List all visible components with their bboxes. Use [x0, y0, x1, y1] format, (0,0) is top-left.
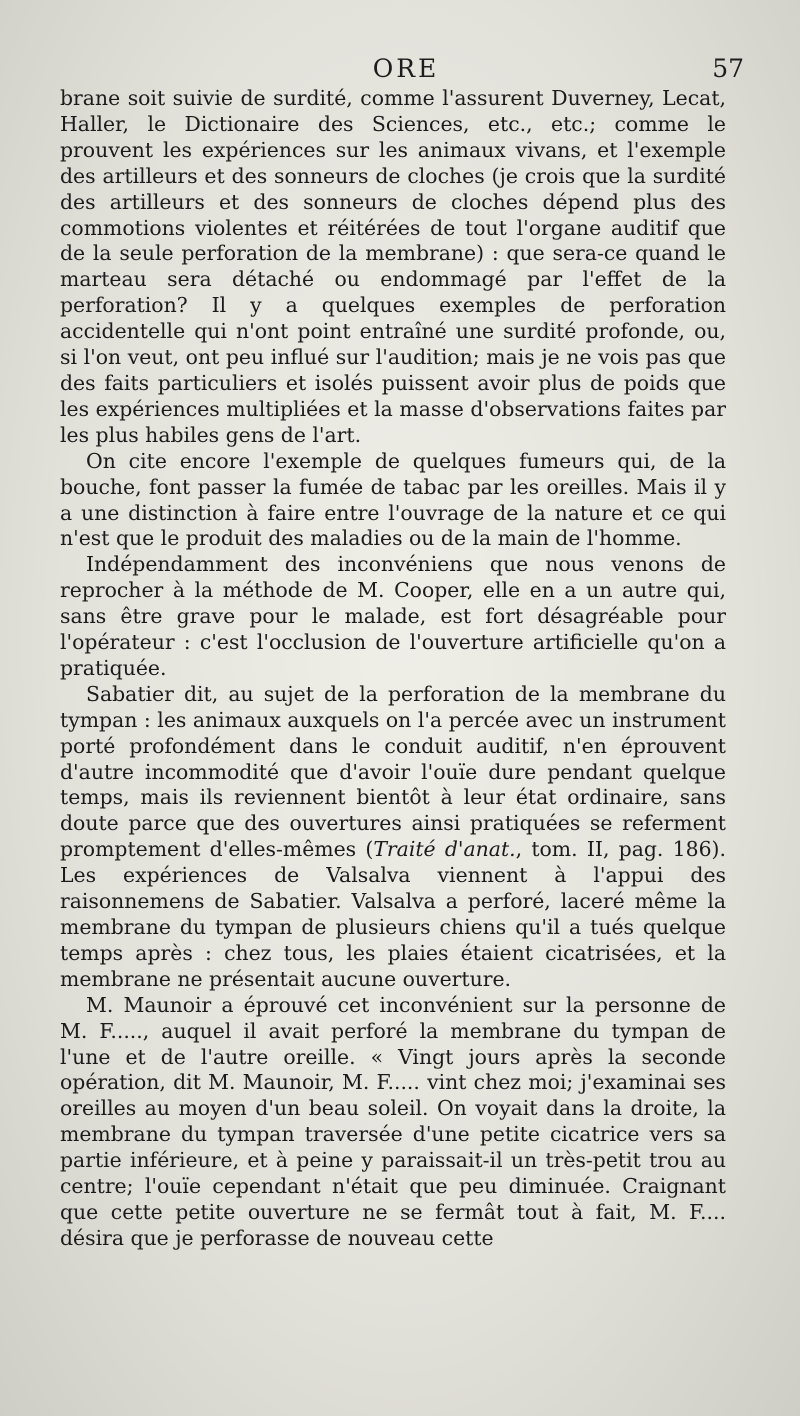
paragraph-sabatier-text-after: , tom. II, pag. 186). Les expériences de Valsalva viennent à l'appui des raisonnemens de Sabatier. Valsalva a perforé, laceré même la membrane du tympan de plusieurs chiens qu'il a tués quelque temps après : chez tous, les plaies étaient cicatrisées, et la membrane ne présentait aucune ouverture. [60, 837, 726, 991]
paragraph-sabatier-text-before: Sabatier dit, au sujet de la perforation de la membrane du tympan : les animaux auxquels on l'a percée avec un instrument porté profondément dans le conduit auditif, n'en éprouvent d'autre incommodité que d'avoir l'ouïe dure pendant quelque temps, mais ils reviennent bientôt à leur état ordinaire, sans doute parce que des ouvertures ainsi pratiquées se referment promptement d'elles-mêmes ( [60, 681, 726, 862]
page-number: 57 [712, 54, 744, 83]
paragraph-sabatier [60, 682, 726, 993]
body-text [60, 86, 726, 1252]
paragraph-maunoir: M. Maunoir a éprouvé cet inconvénient sur la personne de M. F....., auquel il avait perforé la membrane du tympan de l'une et de l'autre oreille. « Vingt jours après la seconde opération, dit M. Maunoir, M. F..... vint chez moi; j'examinai ses oreilles au moyen d'un beau soleil. On voyait dans la droite, la membrane du tympan traversée d'une petite cicatrice vers sa partie inférieure, et à peine y paraissait-il un très-petit trou au centre; l'ouïe cependant n'était que peu diminuée. Craignant que cette petite ouverture ne se fermât tout à fait, M. F.... désira que je perforasse de nouveau cette [60, 992, 726, 1250]
paragraph-continuation: brane soit suivie de surdité, comme l'assurent Duverney, Lecat, Haller, le Dictionaire des Sciences, etc., etc.; comme le prouvent les expériences sur les animaux vivans, et l'exemple des artilleurs et des sonneurs de cloches (je crois que la surdité des artilleurs et des sonneurs de cloches dépend plus des commotions violentes et réitérées de tout l'organe auditif que de la seule perforation de la membrane) : que sera-ce quand le marteau sera détaché ou endommagé par l'effet de la perforation? Il y a quelques exemples de perforation accidentelle qui n'ont point entraîné une surdité profonde, ou, si l'on veut, ont peu influé sur l'audition; mais je ne vois pas que des faits particuliers et isolés puissent avoir plus de poids que les expériences multipliées et la masse d'observations faites par les plus habiles gens de l'art. [60, 86, 726, 447]
citation-title: Traité d'anat. [373, 837, 516, 862]
paragraph-cooper: Indépendamment des inconvéniens que nous venons de reprocher à la méthode de M. Cooper, elle en a un autre qui, sans être grave pour le malade, est fort désagréable pour l'opérateur : c'est l'occlusion de l'ouverture artificielle qu'on a pratiquée. [60, 552, 726, 680]
page-header [60, 54, 752, 88]
paragraph-fumeurs: On cite encore l'exemple de quelques fumeurs qui, de la bouche, font passer la fumée de tabac par les oreilles. Mais il y a une distinction à faire entre l'ouvrage de la nature et ce qui n'est que le produit des maladies ou de la main de l'homme. [60, 448, 726, 551]
running-head: ORE [372, 54, 440, 83]
